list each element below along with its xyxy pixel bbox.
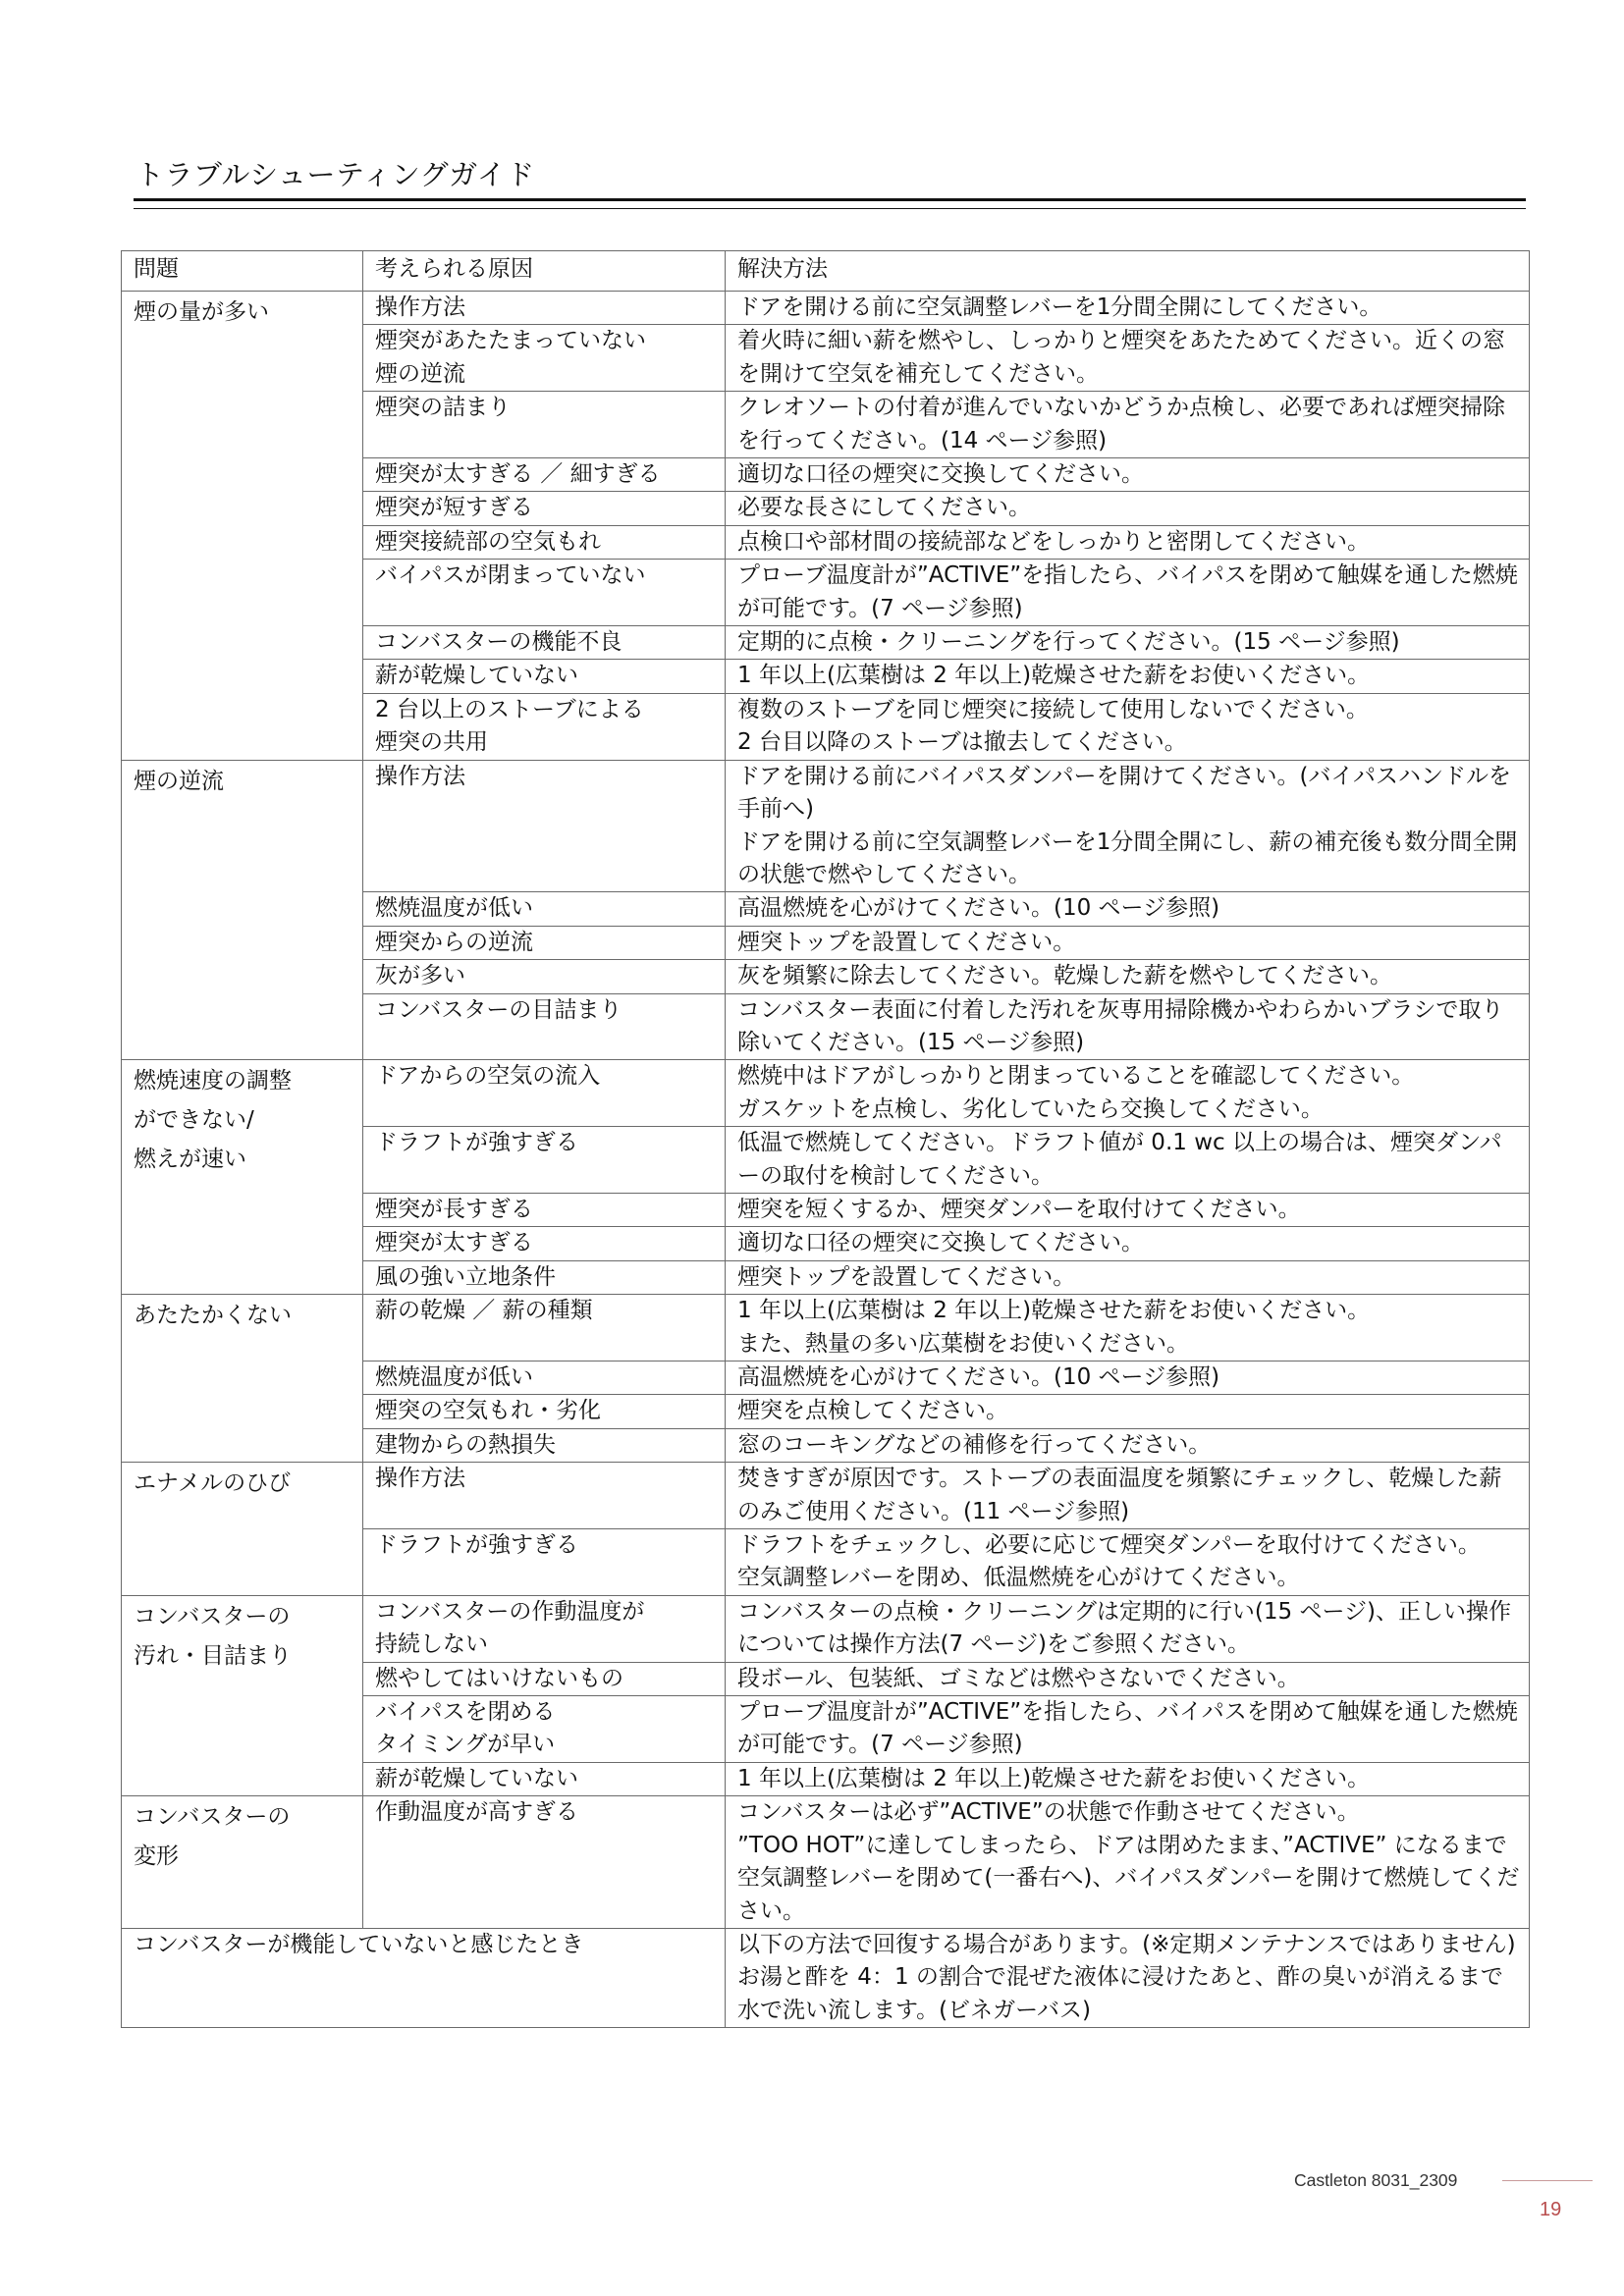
cell-line: バイパスを閉める — [375, 1699, 556, 1726]
solution-cell: 高温燃焼を心がけてください。(10 ページ参照) — [726, 892, 1530, 926]
solution-cell: 煙突トップを設置してください。 — [726, 926, 1530, 959]
solution-cell: コンバスターの点検・クリーニングは定期的に行い(15 ページ)、正しい操作については操作方法(7 ページ)をご参照ください。 — [726, 1595, 1530, 1662]
cause-cell: 薪が乾燥していない — [363, 1762, 726, 1795]
table-row — [122, 1060, 1530, 1127]
cause-cell: 建物からの熱損失 — [363, 1428, 726, 1462]
title-rule — [134, 198, 1526, 201]
solution-cell: 着火時に細い薪を燃やし、しっかりと煙突をあたためてください。近くの窓を開けて空気を補充してください。 — [726, 325, 1530, 392]
cell-line: コンバスターは必ず”ACTIVE”の状態で作動させてください。 — [737, 1799, 1360, 1826]
cause-cell: 操作方法 — [363, 760, 726, 892]
title-rule-thin — [134, 208, 1526, 209]
cause-cell: 作動温度が高すぎる — [363, 1796, 726, 1929]
cell-line: 2 台目以降のストーブは撤去してください。 — [737, 729, 1187, 756]
cause-cell: 薪が乾燥していない — [363, 660, 726, 693]
cause-cell: 操作方法 — [363, 1463, 726, 1529]
cause-cell: ドラフトが強すぎる — [363, 1529, 726, 1596]
solution-cell: 焚きすぎが原因です。ストーブの表面温度を頻繁にチェックし、乾燥した薪のみご使用ください。(11 ページ参照) — [726, 1463, 1530, 1529]
solution-cell: 段ボール、包装紙、ゴミなどは燃やさないでください。 — [726, 1662, 1530, 1695]
cause-cell — [363, 325, 726, 392]
solution-cell: 適切な口径の煙突に交換してください。 — [726, 1227, 1530, 1260]
table-row — [122, 1928, 1530, 2027]
problem-label: ができない/ — [134, 1107, 254, 1134]
table-body — [122, 292, 1530, 2028]
cause-cell: 煙突の空気もれ・劣化 — [363, 1395, 726, 1428]
cell-line: 複数のストーブを同じ煙突に接続して使用しないでください。 — [737, 696, 1369, 722]
cause-cell: 薪の乾燥 ／ 薪の種類 — [363, 1295, 726, 1362]
cell-line: ドアを開ける前にバイパスダンパーを開けてください。(バイパスハンドルを手前へ) — [737, 763, 1511, 823]
cause-cell — [363, 693, 726, 760]
problem-cell — [122, 760, 363, 1060]
cell-line: 2 台以上のストーブによる — [375, 696, 644, 722]
solution-cell: 適切な口径の煙突に交換してください。 — [726, 458, 1530, 492]
cause-cell: 煙突の詰まり — [363, 392, 726, 458]
cell-line: 燃焼中はドアがしっかりと閉まっていることを確認してください。 — [737, 1063, 1415, 1090]
solution-cell: ドアを開ける前に空気調整レバーを1分間全開にしてください。 — [726, 292, 1530, 325]
cell-line: 煙の逆流 — [375, 360, 465, 387]
column-header-cause: 考えられる原因 — [363, 251, 726, 292]
problem-cell — [122, 1796, 363, 1929]
problem-label: 燃焼速度の調整 — [134, 1068, 292, 1095]
solution-cell: 窓のコーキングなどの補修を行ってください。 — [726, 1428, 1530, 1462]
solution-cell: コンバスター表面に付着した汚れを灰専用掃除機かやわらかいブラシで取り除いてください。(15 ページ参照) — [726, 993, 1530, 1060]
page-title: トラブルシューティングガイド — [135, 158, 535, 191]
cell-line: お湯と酢を 4：1 の割合で混ぜた液体に浸けたあと、酢の臭いが消えるまで水で洗い流します。(ビネガーバス) — [737, 1964, 1503, 2023]
solution-cell: 煙突を短くするか、煙突ダンパーを取付けてください。 — [726, 1193, 1530, 1226]
solution-cell: 点検口や部材間の接続部などをしっかりと密閉してください。 — [726, 525, 1530, 559]
cell-line: 煙突の共用 — [375, 729, 488, 756]
problem-label: エナメルのひび — [134, 1470, 292, 1497]
cause-cell — [363, 1696, 726, 1763]
solution-cell — [726, 1796, 1530, 1929]
cell-line: ガスケットを点検し、劣化していたら交換してください。 — [737, 1095, 1324, 1122]
cause-cell: コンバスターの目詰まり — [363, 993, 726, 1060]
table-row — [122, 1463, 1530, 1529]
solution-cell: プローブ温度計が”ACTIVE”を指したら、バイパスを閉めて触媒を通した燃焼が可能です。(7 ページ参照) — [726, 560, 1530, 626]
cause-cell — [363, 1595, 726, 1662]
solution-cell: 必要な長さにしてください。 — [726, 492, 1530, 525]
problem-cell — [122, 292, 363, 761]
solution-cell — [726, 1060, 1530, 1127]
cell-line: 持続しない — [375, 1631, 488, 1658]
table-row — [122, 760, 1530, 892]
cause-cell: 煙突が短すぎる — [363, 492, 726, 525]
cell-line: コンバスターの作動温度が — [375, 1598, 645, 1625]
problem-label: 変形 — [134, 1843, 179, 1870]
solution-cell: 灰を頻繁に除去してください。乾燥した薪を燃やしてください。 — [726, 960, 1530, 993]
problem-cell — [122, 1463, 363, 1596]
cause-cell: ドアからの空気の流入 — [363, 1060, 726, 1127]
problem-label: コンバスターの — [134, 1603, 291, 1629]
table-header-row — [122, 251, 1530, 292]
footer-rule — [1502, 2180, 1593, 2181]
table-row — [122, 1595, 1530, 1662]
problem-label: あたたかくない — [134, 1303, 292, 1329]
cause-cell: 煙突が太すぎる ／ 細すぎる — [363, 458, 726, 492]
solution-cell — [726, 760, 1530, 892]
solution-cell: 煙突トップを設置してください。 — [726, 1260, 1530, 1294]
cause-cell: 風の強い立地条件 — [363, 1260, 726, 1294]
cell-line: ”TOO HOT”に達してしまったら、ドアは閉めたまま、”ACTIVE” になるまで空気調整レバーを閉めて(一番右へ)、バイパスダンパーを開けて燃焼してください。 — [737, 1832, 1520, 1924]
table-row — [122, 292, 1530, 325]
problem-label: 煙の逆流 — [134, 768, 224, 794]
column-header-problem: 問題 — [122, 251, 363, 292]
cause-cell: 燃焼温度が低い — [363, 892, 726, 926]
cause-cell: 煙突接続部の空気もれ — [363, 525, 726, 559]
problem-label: コンバスターの — [134, 1804, 291, 1831]
footer-brand: Castleton 8031_2309 — [1294, 2170, 1458, 2190]
solution-cell: 煙突を点検してください。 — [726, 1395, 1530, 1428]
solution-cell — [726, 1529, 1530, 1596]
cell-line: 1 年以上(広葉樹は 2 年以上)乾燥させた薪をお使いください。 — [737, 1298, 1371, 1324]
cell-line: ドアを開ける前に空気調整レバーを1分間全開にし、薪の補充後も数分間全開の状態で燃やしてください。 — [737, 828, 1518, 887]
solution-cell — [726, 693, 1530, 760]
cell-line: また、熱量の多い広葉樹をお使いください。 — [737, 1330, 1189, 1357]
table-row — [122, 1295, 1530, 1362]
cause-cell: 煙突が太すぎる — [363, 1227, 726, 1260]
cause-cell: バイパスが閉まっていない — [363, 560, 726, 626]
column-header-solution: 解決方法 — [726, 251, 1530, 292]
cell-line: ドラフトをチェックし、必要に応じて煙突ダンパーを取付けてください。 — [737, 1532, 1481, 1559]
cause-cell: 燃やしてはいけないもの — [363, 1662, 726, 1695]
cause-cell: 煙突が長すぎる — [363, 1193, 726, 1226]
solution-cell — [726, 1928, 1530, 2027]
solution-cell: 定期的に点検・クリーニングを行ってください。(15 ページ参照) — [726, 626, 1530, 660]
problem-cell: コンバスターが機能していないと感じたとき — [122, 1928, 726, 2027]
cause-cell: 操作方法 — [363, 292, 726, 325]
solution-cell: 高温燃焼を心がけてください。(10 ページ参照) — [726, 1362, 1530, 1395]
cause-cell: 灰が多い — [363, 960, 726, 993]
solution-cell: クレオソートの付着が進んでいないかどうか点検し、必要であれば煙突掃除を行ってください。(14 ページ参照) — [726, 392, 1530, 458]
solution-cell — [726, 1295, 1530, 1362]
solution-cell: プローブ温度計が”ACTIVE”を指したら、バイパスを閉めて触媒を通した燃焼が可能です。(7 ページ参照) — [726, 1696, 1530, 1763]
solution-cell: 低温で燃焼してください。ドラフト値が 0.1 wc 以上の場合は、煙突ダンパーの取付を検討してください。 — [726, 1127, 1530, 1194]
problem-cell — [122, 1595, 363, 1795]
cause-cell: コンバスターの機能不良 — [363, 626, 726, 660]
table-row — [122, 1796, 1530, 1929]
problem-label: 汚れ・目詰まり — [134, 1642, 292, 1669]
cause-cell: 燃焼温度が低い — [363, 1362, 726, 1395]
problem-cell — [122, 1295, 363, 1463]
page-number: 19 — [1540, 2199, 1562, 2220]
problem-cell — [122, 1060, 363, 1295]
cell-line: 以下の方法で回復する場合があります。(※定期メンテナンスではありません) — [737, 1931, 1516, 1957]
cause-cell: 煙突からの逆流 — [363, 926, 726, 959]
cell-line: 空気調整レバーを閉め、低温燃焼を心がけてください。 — [737, 1565, 1300, 1591]
cell-line: タイミングが早い — [375, 1732, 556, 1758]
solution-cell: 1 年以上(広葉樹は 2 年以上)乾燥させた薪をお使いください。 — [726, 1762, 1530, 1795]
solution-cell: 1 年以上(広葉樹は 2 年以上)乾燥させた薪をお使いください。 — [726, 660, 1530, 693]
problem-label: 燃えが速い — [134, 1147, 246, 1173]
cell-line: 煙突があたたまっていない — [375, 328, 646, 354]
troubleshooting-table — [121, 250, 1530, 2028]
problem-label: 煙の量が多い — [134, 299, 269, 325]
cause-cell: ドラフトが強すぎる — [363, 1127, 726, 1194]
